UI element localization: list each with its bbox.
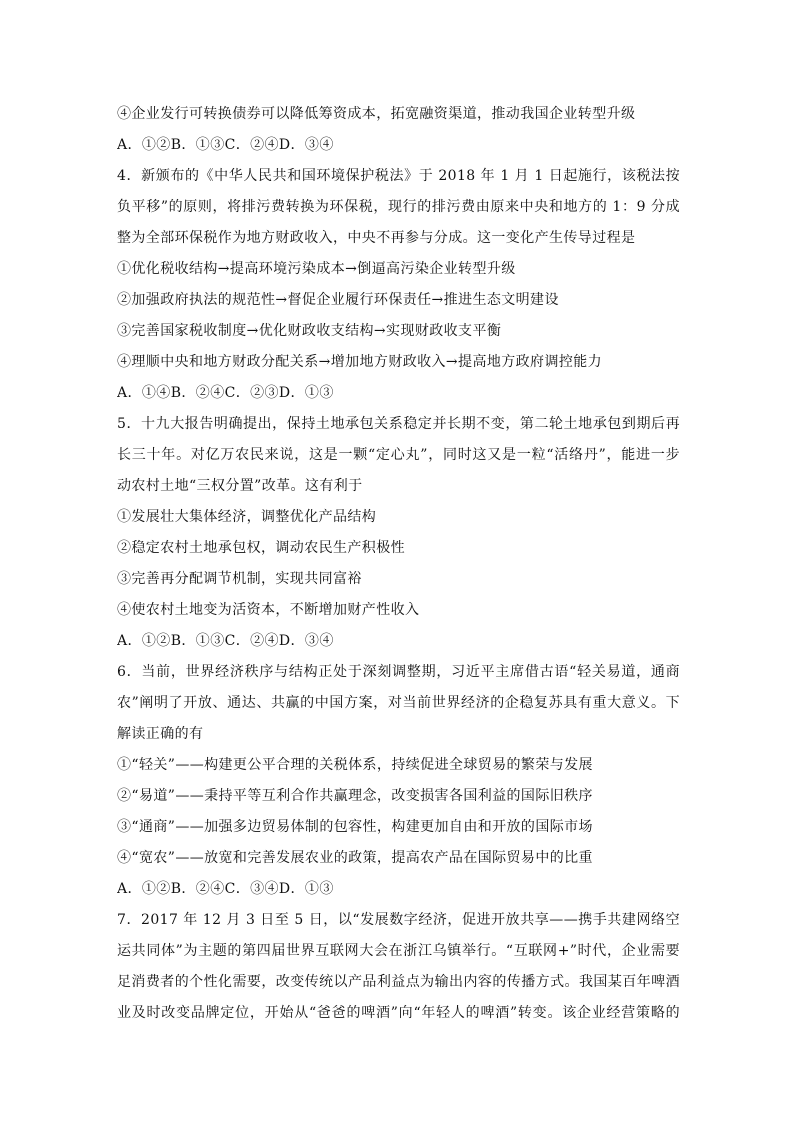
question-5-stem-line-1: 5．十九大报告明确提出，保持土地承包关系稳定并长期不变，第二轮土地承包到期后再 [117, 416, 680, 432]
question-7-stem-line-2: 运共同体”为主题的第四届世界互联网大会在浙江乌镇举行。“互联网+”时代，企业需要 [117, 943, 680, 959]
question-6-stem-line-3: 解读正确的有 [117, 726, 204, 742]
answer-options-q5: A．①②B．①③C．②④D．③④ [117, 633, 334, 649]
question-text-block [117, 99, 680, 1029]
question-7-stem-line-3: 足消费者的个性化需要，改变传统以产品利益点为输出内容的传播方式。我国某百年啤酒 [117, 974, 680, 990]
question-4-statement-1: ①优化税收结构→提高环境污染成本→倒逼高污染企业转型升级 [117, 261, 516, 277]
question-5-statement-4: ④使农村土地变为活资本，不断增加财产性收入 [117, 602, 420, 618]
question-7-stem-line-1: 7．2017 年 12 月 3 日至 5 日，以“发展数字经济，促进开放共享——携手共建网络空 [117, 912, 680, 928]
question-4-statement-3: ③完善国家税收制度→优化财政收支结构→实现财政收支平衡 [117, 323, 502, 339]
answer-options-q4: A．①④B．②④C．②③D．①③ [117, 385, 334, 401]
question-4-statement-4: ④理顺中央和地方财政分配关系→增加地方财政收入→提高地方政府调控能力 [117, 354, 603, 370]
question-4-stem-line-2: 负平移”的原则，将排污费转换为环保税，现行的排污费由原来中央和地方的 1：9 分成 [117, 199, 680, 215]
question-4-stem-line-3: 整为全部环保税作为地方财政收入，中央不再参与分成。这一变化产生传导过程是 [117, 230, 636, 246]
question-5-statement-3: ③完善再分配调节机制，实现共同富裕 [117, 571, 362, 587]
statement-4-convertible-bonds: ④企业发行可转换债券可以降低筹资成本，拓宽融资渠道，推动我国企业转型升级 [117, 106, 636, 122]
question-6-statement-1: ①“轻关”——构建更公平合理的关税体系，持续促进全球贸易的繁荣与发展 [117, 757, 593, 773]
question-4-stem-line-1: 4．新颁布的《中华人民共和国环境保护税法》于 2018 年 1 月 1 日起施行，该税法按 [117, 168, 680, 184]
question-6-statement-3: ③“通商”——加强多边贸易体制的包容性，构建更加自由和开放的国际市场 [117, 819, 593, 835]
answer-options-q3: A．①②B．①③C．②④D．③④ [117, 137, 334, 153]
question-6-statement-2: ②“易道”——秉持平等互利合作共赢理念，改变损害各国利益的国际旧秩序 [117, 788, 593, 804]
answer-options-q6: A．①②B．②④C．③④D．①③ [117, 881, 334, 897]
question-4-statement-2: ②加强政府执法的规范性→督促企业履行环保责任→推进生态文明建设 [117, 292, 559, 308]
question-6-stem-line-1: 6．当前，世界经济秩序与结构正处于深刻调整期，习近平主席借古语“轻关易道，通商 [117, 664, 680, 680]
question-6-stem-line-2: 农”阐明了开放、通达、共赢的中国方案，对当前世界经济的企稳复苏具有重大意义。下 [117, 695, 680, 711]
question-7-stem-line-4: 业及时改变品牌定位，开始从“爸爸的啤酒”向“年轻人的啤酒”转变。该企业经营策略的 [117, 1005, 680, 1021]
question-5-stem-line-2: 长三十年。对亿万农民来说，这是一颗“定心丸”，同时这又是一粒“活络丹”，能进一步 [117, 447, 680, 463]
question-6-statement-4: ④“宽农”——放宽和完善发展农业的政策，提高农产品在国际贸易中的比重 [117, 850, 593, 866]
question-5-statement-1: ①发展壮大集体经济，调整优化产品结构 [117, 509, 377, 525]
question-5-stem-line-3: 动农村土地“三权分置”改革。这有利于 [117, 478, 363, 494]
question-5-statement-2: ②稳定农村土地承包权，调动农民生产积极性 [117, 540, 405, 556]
